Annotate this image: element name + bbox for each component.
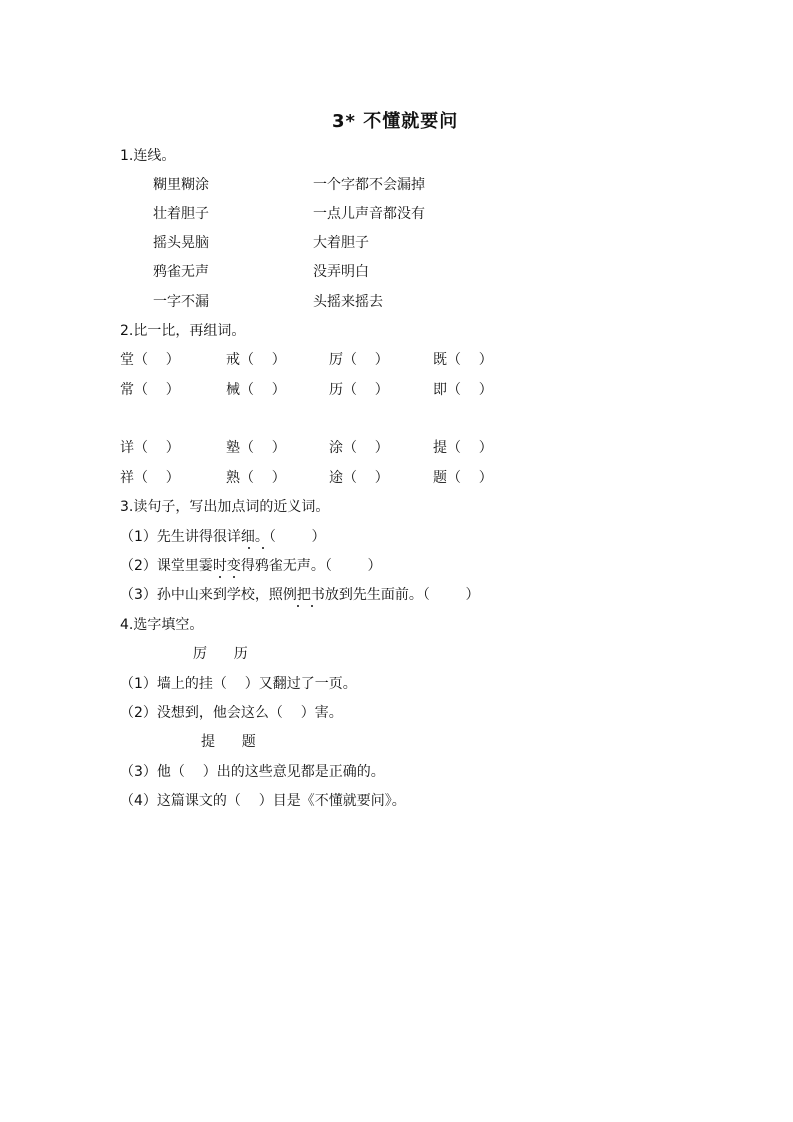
- q2-cell: 戒（ ）: [226, 352, 286, 368]
- q2-cell: 械（ ）: [226, 382, 286, 398]
- q2-cell: 途（ ）: [329, 470, 389, 486]
- emphasis-dot: [262, 547, 264, 549]
- q1-right-item: 一个字都不会漏掉: [313, 177, 425, 193]
- q2-cell: 历（ ）: [329, 382, 389, 398]
- q2-cell: 题（ ）: [433, 470, 493, 486]
- q4-item: （1）墙上的挂（ ）又翻过了一页。: [120, 676, 357, 692]
- q4-item: （3）他（ ）出的这些意见都是正确的。: [120, 764, 385, 780]
- emphasis-dot: [219, 576, 221, 578]
- q1-heading: 1.连线。: [120, 148, 176, 164]
- q2-cell: 提（ ）: [433, 440, 493, 456]
- q3-item: （3）孙中山来到学校，照例把书放到先生面前。（ ）: [120, 587, 480, 603]
- q1-right-item: 一点儿声音都没有: [313, 206, 425, 222]
- emphasis-dot: [297, 605, 299, 607]
- q2-cell: 堂（ ）: [120, 352, 180, 368]
- q1-left-item: 鸦雀无声: [153, 264, 209, 280]
- q2-cell: 即（ ）: [433, 382, 493, 398]
- q2-cell: 涂（ ）: [329, 440, 389, 456]
- q4-heading: 4.选字填空。: [120, 617, 204, 633]
- emphasis-dot: [233, 576, 235, 578]
- q4-choice-group: 提 题: [201, 734, 256, 750]
- q4-item: （2）没想到，他会这么（ ）害。: [120, 705, 343, 721]
- q3-item: （1）先生讲得很详细。（ ）: [120, 529, 326, 545]
- q1-left-item: 壮着胆子: [153, 206, 209, 222]
- q2-cell: 熟（ ）: [226, 470, 286, 486]
- q2-cell: 常（ ）: [120, 382, 180, 398]
- emphasis-dot: [311, 605, 313, 607]
- q1-right-item: 大着胆子: [313, 235, 369, 251]
- q3-heading: 3.读句子，写出加点词的近义词。: [120, 499, 330, 515]
- q1-left-item: 摇头晃脑: [153, 235, 209, 251]
- page-title: 3* 不懂就要问: [332, 111, 459, 132]
- q1-left-item: 糊里糊涂: [153, 177, 209, 193]
- q2-heading: 2.比一比，再组词。: [120, 323, 246, 339]
- q2-cell: 祥（ ）: [120, 470, 180, 486]
- q2-cell: 塾（ ）: [226, 440, 286, 456]
- q1-right-item: 头摇来摇去: [313, 294, 383, 310]
- q2-cell: 既（ ）: [433, 352, 493, 368]
- q3-item: （2）课堂里霎时变得鸦雀无声。（ ）: [120, 558, 382, 574]
- emphasis-dot: [248, 547, 250, 549]
- q4-item: （4）这篇课文的（ ）目是《不懂就要问》。: [120, 793, 406, 809]
- q4-choice-group: 厉 历: [193, 646, 248, 662]
- q1-right-item: 没弄明白: [313, 264, 369, 280]
- q1-left-item: 一字不漏: [153, 294, 209, 310]
- q2-cell: 详（ ）: [120, 440, 180, 456]
- q2-cell: 厉（ ）: [329, 352, 389, 368]
